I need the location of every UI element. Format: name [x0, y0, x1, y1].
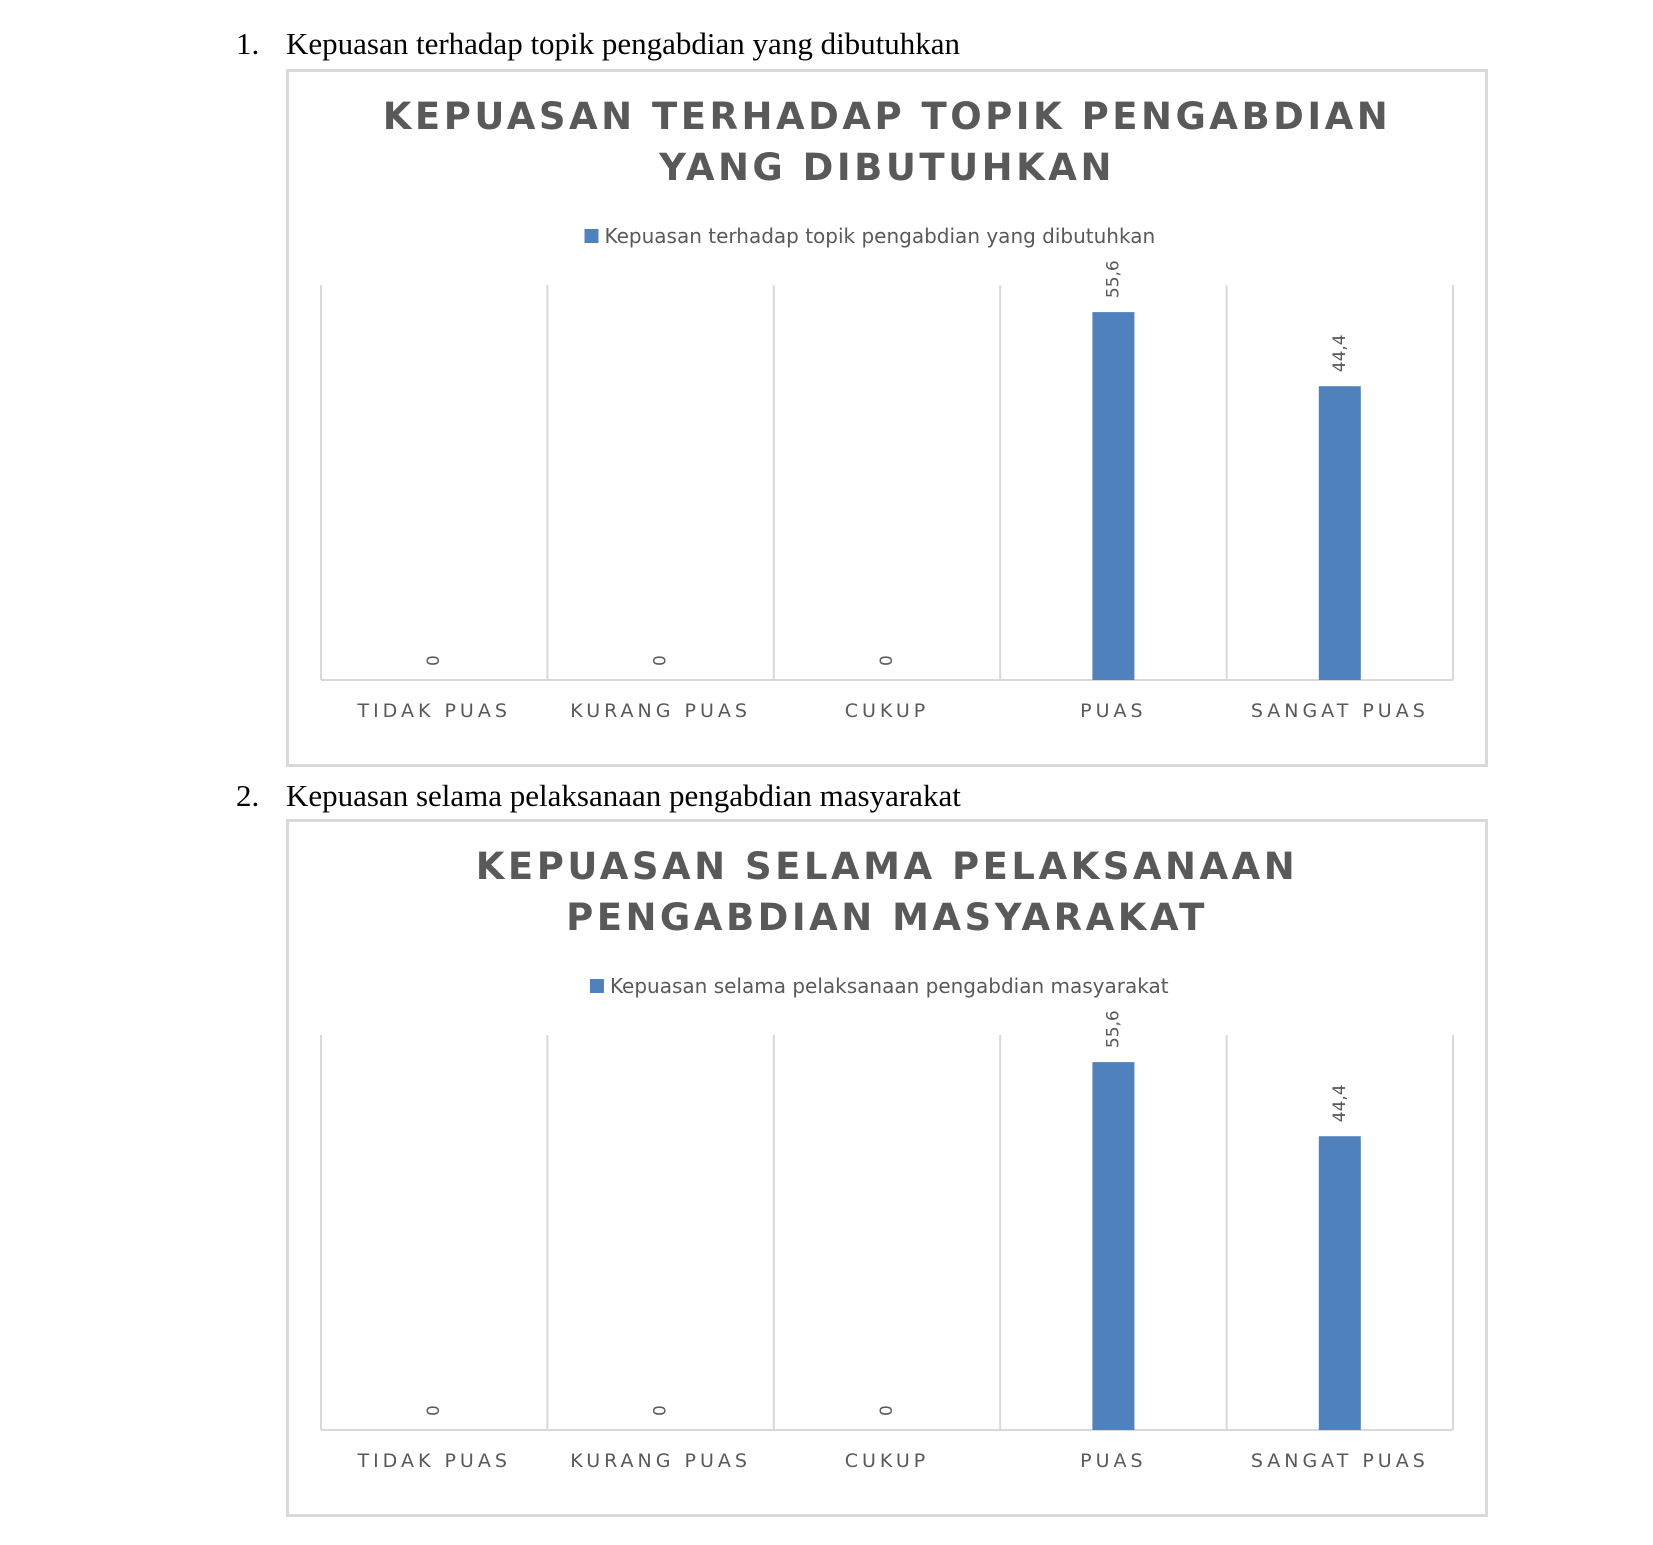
data-label: 0 [424, 655, 445, 666]
legend-swatch [585, 229, 599, 243]
section-number: 2. [236, 778, 260, 813]
category-label: SANGAT PUAS [1250, 700, 1429, 722]
category-label: CUKUP [844, 1450, 930, 1472]
data-label: 0 [650, 1405, 671, 1416]
section-heading-text: Kepuasan selama pelaksanaan pengabdian masyarakat [286, 778, 961, 813]
chart-title-line: YANG DIBUTUHKAN [659, 146, 1115, 189]
section-number: 1. [236, 26, 260, 61]
category-label: CUKUP [844, 700, 930, 722]
category-label: PUAS [1080, 1450, 1147, 1472]
section-heading-2 [236, 778, 961, 814]
legend-label: Kepuasan selama pelaksanaan pengabdian masyarakat [609, 974, 1169, 998]
chart-title-line: KEPUASAN TERHADAP TOPIK PENGABDIAN [382, 95, 1392, 138]
chart-frame-2 [286, 819, 1488, 1517]
chart-frame-1 [286, 69, 1488, 767]
category-label: TIDAK PUAS [357, 1450, 511, 1472]
chart-title-line: KEPUASAN SELAMA PELAKSANAAN [475, 845, 1299, 888]
category-label: SANGAT PUAS [1250, 1450, 1429, 1472]
category-label: PUAS [1080, 700, 1147, 722]
legend-swatch [590, 979, 604, 993]
bar-chart-topik [289, 72, 1485, 764]
bar-puas [1092, 312, 1134, 680]
data-label: 0 [650, 655, 671, 666]
data-label: 0 [877, 655, 897, 666]
data-label: 0 [424, 1405, 445, 1416]
data-label: 55,6 [1103, 260, 1124, 299]
bar-sangat-puas [1319, 1136, 1361, 1430]
category-label: KURANG PUAS [570, 700, 751, 722]
data-label: 44,4 [1329, 334, 1350, 373]
bar-puas [1092, 1062, 1134, 1430]
category-label: TIDAK PUAS [357, 700, 511, 722]
data-label: 0 [877, 1405, 897, 1416]
legend-label: Kepuasan terhadap topik pengabdian yang dibutuhkan [604, 224, 1156, 248]
bar-chart-pelaksanaan [289, 822, 1485, 1514]
category-label: KURANG PUAS [570, 1450, 751, 1472]
chart-title-line: PENGABDIAN MASYARAKAT [566, 896, 1208, 939]
bar-sangat-puas [1319, 386, 1361, 680]
section-heading-1 [236, 26, 960, 62]
section-heading-text: Kepuasan terhadap topik pengabdian yang dibutuhkan [286, 26, 961, 61]
data-label: 55,6 [1103, 1010, 1124, 1049]
data-label: 44,4 [1329, 1084, 1350, 1123]
